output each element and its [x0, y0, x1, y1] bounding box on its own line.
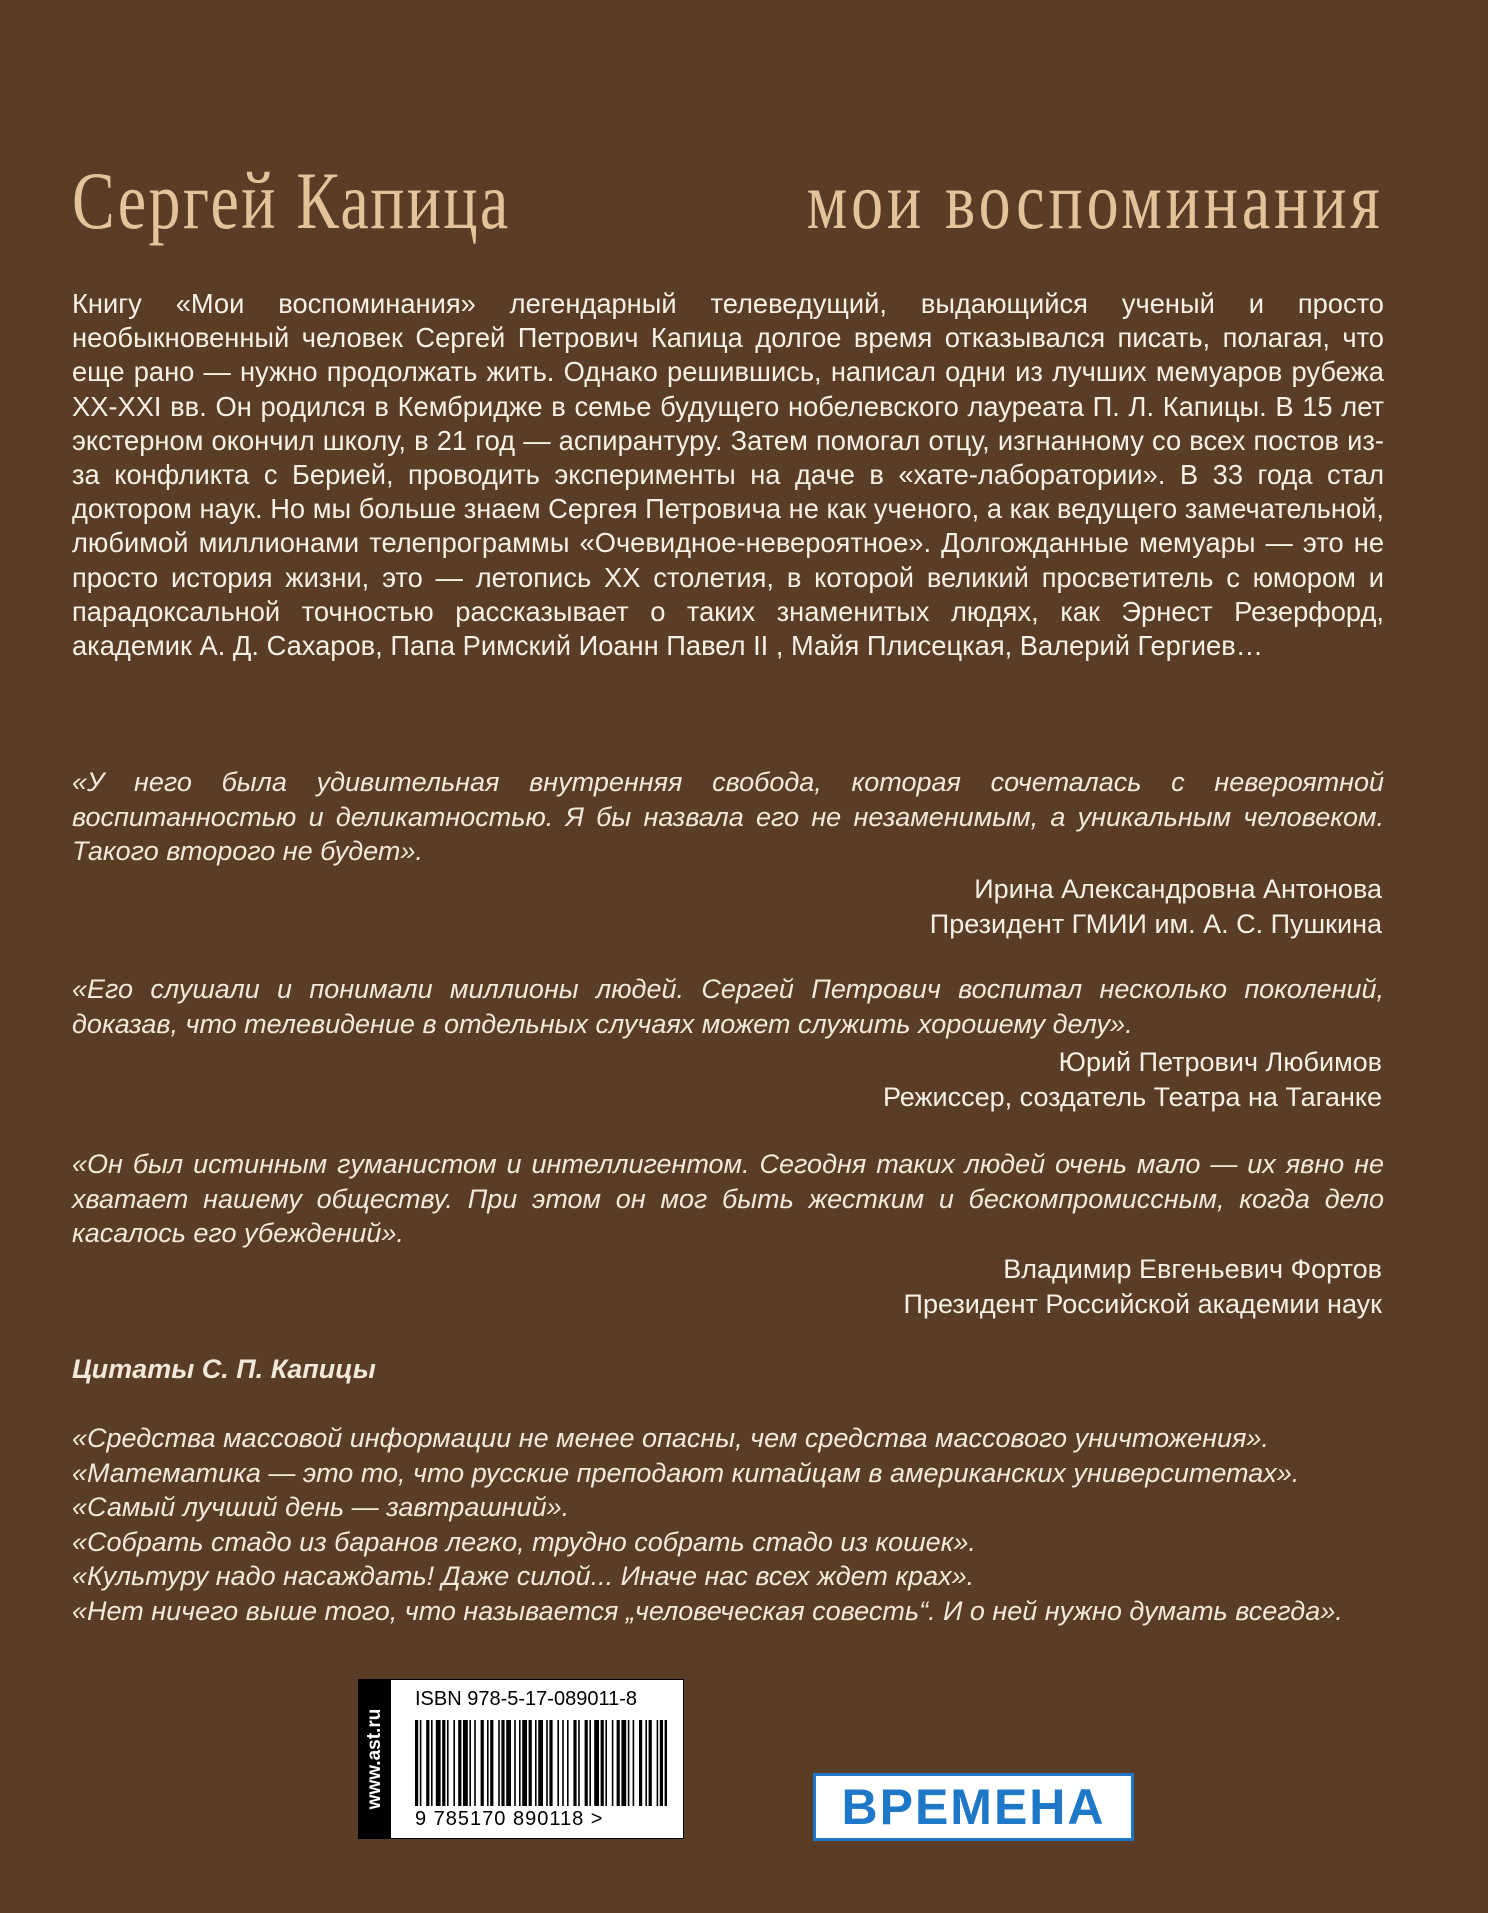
- barcode-bar: [535, 1720, 537, 1806]
- barcode-bar: [487, 1720, 489, 1806]
- barcode-bar: [557, 1720, 559, 1806]
- citations-heading: Цитаты С. П. Капицы: [72, 1354, 376, 1384]
- barcode-bar: [519, 1720, 521, 1806]
- barcode-bar: [621, 1720, 626, 1806]
- testimonial-role: Президент Российской академии наук: [903, 1288, 1382, 1319]
- isbn-label: ISBN 978-5-17-089011-8: [415, 1688, 637, 1710]
- barcode-bar: [453, 1720, 455, 1806]
- author-name: Сергей Капица: [72, 155, 511, 246]
- barcode-bar: [578, 1720, 580, 1806]
- barcode-bar: [501, 1720, 504, 1806]
- citation-item: «Нет ничего выше того, что называется „человеческая совесть“. И о ней нужно думать всегда».: [72, 1595, 1343, 1626]
- testimonial-author: Юрий Петрович Любимов: [1058, 1047, 1382, 1077]
- barcode-bar: [585, 1720, 588, 1806]
- barcode-bar: [617, 1720, 620, 1806]
- citations-list: [72, 1421, 1384, 1628]
- barcode-bar: [458, 1720, 461, 1806]
- barcode-bar: [573, 1720, 576, 1806]
- barcode-bar: [447, 1720, 449, 1806]
- barcode-bar: [431, 1720, 433, 1806]
- testimonial-signature: [904, 1252, 1382, 1321]
- barcode-bars: [415, 1720, 667, 1806]
- isbn-barcode-block: [358, 1679, 684, 1839]
- citation-item: «Культуру надо насаждать! Даже силой... Иначе нас всех ждет крах».: [72, 1561, 975, 1591]
- barcode-bar: [660, 1720, 663, 1806]
- barcode-bar: [490, 1720, 493, 1806]
- barcode-bar: [562, 1720, 564, 1806]
- barcode-bar: [514, 1720, 516, 1806]
- barcode-bar: [633, 1720, 635, 1806]
- testimonial-signature: [883, 1045, 1382, 1114]
- barcode-bar: [665, 1720, 667, 1806]
- barcode-bar: [605, 1720, 607, 1806]
- barcode-bar: [442, 1720, 445, 1806]
- barcode-bar: [481, 1720, 484, 1806]
- barcode-bar: [463, 1720, 468, 1806]
- barcode-bar: [639, 1720, 642, 1806]
- barcode-bar: [628, 1720, 630, 1806]
- publisher-site-strip: [359, 1680, 391, 1838]
- publisher-site-url: www.ast.ru: [364, 1708, 385, 1810]
- book-description: Книгу «Мои воспоминания» легендарный телеведущий, выдающийся ученый и просто необыкновенный человек Сергей Петрович Капица долгое время отказывался писать, полагая, что еще рано — нужно продолжать жить. Однако решившись, написал одни из лучших мемуаров рубежа XX-XXI вв. Он родился в Кембридже в семье будущего нобелевского лауреата П. Л. Капицы. В 15 лет экстерном окончил школу, в 21 год — аспирантуру. Затем помогал отцу, изгнанному со всех постов из-за конфликта с Берией, проводить эксперименты на даче в «хате-лаборатории». В 33 года стал доктором наук. Но мы больше знаем Сергея Петровича не как ученого, а как ведущего замечательной, любимой миллионами телепрограммы «Очевидное-невероятное». Долгожданные мемуары — это не просто история жизни, это — летопись XX столетия, в которой великий просветитель с юмором и парадоксальной точностью рассказывает о таких знаменитых людях, как Эрнест Резерфорд, академик А. Д. Сахаров, Папа Римский Иоанн Павел II , Майя Плисецкая, Валерий Гергиев…: [72, 288, 1384, 662]
- testimonial-signature: [930, 872, 1382, 941]
- barcode-bar: [469, 1720, 471, 1806]
- barcode-bar: [594, 1720, 599, 1806]
- testimonial-role: Режиссер, создатель Театра на Таганке: [882, 1081, 1382, 1112]
- barcode-bar: [649, 1720, 652, 1806]
- testimonial-quote: «У него была удивительная внутренняя свобода, которая сочеталась с невероятной воспитанностью и деликатностью. Я бы назвала его не незаменимым, а уникальным человеком. Такого второго не будет».: [72, 767, 1384, 866]
- barcode-bar: [589, 1720, 591, 1806]
- citation-item: «Средства массовой информации не менее опасны, чем средства массового уничтожения».: [72, 1423, 1269, 1453]
- barcode-bar: [549, 1720, 552, 1806]
- barcode-bar: [612, 1720, 614, 1806]
- barcode-bar: [522, 1720, 527, 1806]
- citation-item: «Собрать стадо из баранов легко, трудно собрать стадо из кошек».: [72, 1526, 976, 1557]
- publisher-logo-text: ВРЕМЕНА: [841, 1779, 1106, 1835]
- testimonial-quote: «Он был истинным гуманистом и интеллигентом. Сегодня таких людей очень мало — их явно не хватает нашему обществу. При этом он мог быть жестким и бескомпромиссным, когда дело касалось его убеждений».: [72, 1149, 1384, 1248]
- barcode-bar: [657, 1720, 659, 1806]
- testimonial-role: Президент ГМИИ им. А. С. Пушкина: [929, 908, 1382, 939]
- barcode-bar: [546, 1720, 548, 1806]
- barcode-bar: [498, 1720, 500, 1806]
- testimonial-quote: «Его слушали и понимали миллионы людей. Сергей Петрович воспитал несколько поколений, доказав, что телевидение в отдельных случаях может служить хорошему делу».: [72, 974, 1384, 1039]
- barcode-bar: [474, 1720, 476, 1806]
- barcode-bar: [567, 1720, 569, 1806]
- barcode-digits: 9 785170 890118 >: [415, 1808, 604, 1830]
- testimonial-author: Владимир Евгеньевич Фортов: [1003, 1254, 1382, 1284]
- barcode-bar: [601, 1720, 604, 1806]
- book-title: мои воспоминания: [807, 155, 1384, 246]
- testimonial-author: Ирина Александровна Антонова: [974, 874, 1382, 904]
- barcode-bar: [645, 1720, 647, 1806]
- barcode-bar: [538, 1720, 543, 1806]
- barcode-bar: [415, 1720, 418, 1806]
- citation-item: «Самый лучший день — завтрашний».: [72, 1492, 570, 1522]
- barcode-bar: [426, 1720, 429, 1806]
- barcode-bar: [506, 1720, 511, 1806]
- barcode-bar: [529, 1720, 532, 1806]
- barcode-bar: [420, 1720, 422, 1806]
- publisher-logo: [813, 1773, 1134, 1841]
- barcode-bar: [436, 1720, 441, 1806]
- citation-item: «Математика — это то, что русские преподают китайцам в американских университетах».: [72, 1457, 1300, 1488]
